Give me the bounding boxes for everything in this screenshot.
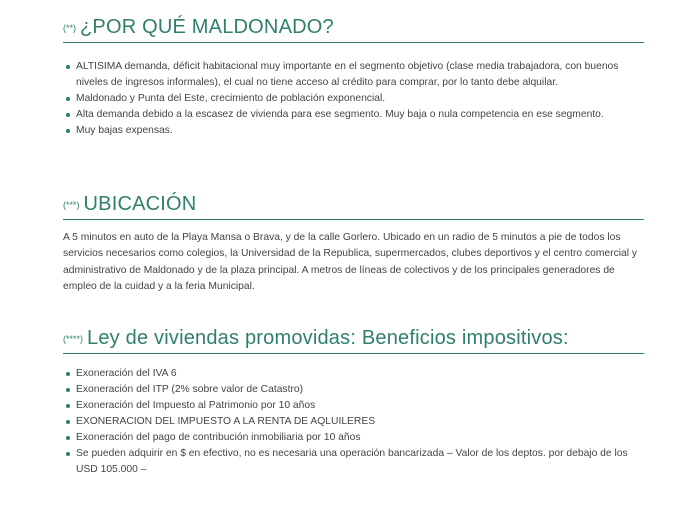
list-item: Exoneración del IVA 6: [63, 366, 644, 382]
list-item: Exoneración del ITP (2% sobre valor de Catastro): [63, 382, 644, 398]
section-ley-viviendas-promovidas: [63, 327, 644, 478]
list-item: Exoneración del pago de contribución inmobiliaria por 10 años: [63, 430, 644, 446]
list-item: EXONERACION DEL IMPUESTO A LA RENTA DE AQLUILERES: [63, 414, 644, 430]
footnote-marker: (**): [63, 23, 76, 33]
section-title: ¿POR QUÉ MALDONADO?: [80, 16, 334, 38]
bullet-list: [63, 366, 644, 478]
list-item: Se pueden adquirir en $ en efectivo, no es necesaria una operación bancarizada – Valor de los deptos. por debajo de los USD 105.000 –: [63, 446, 644, 478]
location-paragraph: A 5 minutos en auto de la Playa Mansa o Brava, y de la calle Gorlero. Ubicado en un radio de 5 minutos a pie de todos los servicios necesarios como colegios, la Universidad de la Republica, supermercados, clubes deportivos y el centro comercial y administrativo de Maldonado y de la plaza principal. A metros de líneas de colectivos y de los principales generadores de empleo de la cuidad y a la feria Municipal.: [63, 232, 638, 293]
bullet-list: [63, 59, 644, 139]
list-item: Maldonado y Punta del Este, crecimiento de población exponencial.: [63, 91, 644, 107]
section-title: UBICACIÓN: [83, 193, 197, 215]
section-ubicacion: [63, 193, 644, 296]
footnote-marker: (***): [63, 200, 80, 210]
section-title: Ley de viviendas promovidas: Beneficios impositivos:: [87, 327, 569, 349]
list-item: Exoneración del Impuesto al Patrimonio por 10 años: [63, 398, 644, 414]
list-item: Muy bajas expensas.: [63, 123, 644, 139]
list-item: ALTISIMA demanda, déficit habitacional muy importante en el segmento objetivo (clase media trabajadora, con buenos niveles de ingresos informales), el cual no tiene acceso al crédito para comprar, por lo tanto debe alquilar.: [63, 59, 644, 91]
section-por-que-maldonado: [63, 16, 644, 139]
list-item: Alta demanda debido a la escasez de vivienda para ese segmento. Muy baja o nula competencia en ese segmento.: [63, 107, 644, 123]
section-heading: [63, 327, 644, 354]
section-heading: [63, 193, 644, 220]
footnote-marker: (****): [63, 334, 84, 344]
section-heading: [63, 16, 644, 43]
